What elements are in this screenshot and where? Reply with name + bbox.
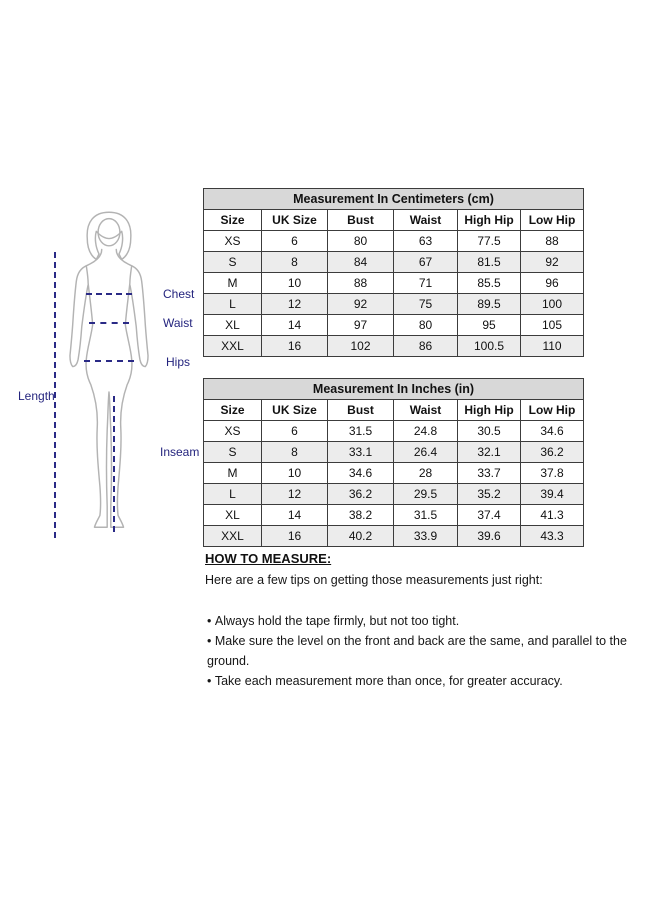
table-cell: 31.5	[394, 505, 458, 526]
column-header: Size	[204, 210, 262, 231]
table-row	[204, 231, 584, 252]
column-header: Waist	[394, 210, 458, 231]
table-cell: 33.7	[458, 463, 521, 484]
column-header: Size	[204, 400, 262, 421]
table-title: Measurement In Inches (in)	[204, 379, 584, 400]
table-title: Measurement In Centimeters (cm)	[204, 189, 584, 210]
table-cell: 110	[521, 336, 584, 357]
column-header: UK Size	[262, 400, 328, 421]
table-cell: 32.1	[458, 442, 521, 463]
table-row	[204, 273, 584, 294]
column-header: Low Hip	[521, 210, 584, 231]
table-cell: 14	[262, 505, 328, 526]
table-cell: 37.8	[521, 463, 584, 484]
figure-head	[98, 219, 120, 246]
table-cell: 71	[394, 273, 458, 294]
hips-label: Hips	[166, 355, 191, 369]
table-header-row	[204, 400, 584, 421]
table-cell: 84	[328, 252, 394, 273]
table-cell: M	[204, 273, 262, 294]
table-cell: S	[204, 442, 262, 463]
how-to-measure-heading: HOW TO MEASURE:	[205, 551, 332, 566]
table-cell: 34.6	[328, 463, 394, 484]
table-cell: 88	[328, 273, 394, 294]
table-cell: 92	[521, 252, 584, 273]
table-cell: L	[204, 484, 262, 505]
column-header: Low Hip	[521, 400, 584, 421]
figure-right-arm	[130, 266, 148, 367]
length-label: Length	[18, 389, 55, 403]
table-cell: 100	[521, 294, 584, 315]
table-cell: 80	[328, 231, 394, 252]
table-row	[204, 315, 584, 336]
table-cell: 38.2	[328, 505, 394, 526]
table-cell: 30.5	[458, 421, 521, 442]
table-cell: 89.5	[458, 294, 521, 315]
column-header: High Hip	[458, 400, 521, 421]
table-cell: XS	[204, 231, 262, 252]
table-cell: 34.6	[521, 421, 584, 442]
table-cell: 80	[394, 315, 458, 336]
table-cell: 67	[394, 252, 458, 273]
inseam-label: Inseam	[160, 445, 200, 459]
measuring-tip: • Take each measurement more than once, for greater accuracy.	[205, 671, 657, 691]
table-cell: 105	[521, 315, 584, 336]
table-cell: 35.2	[458, 484, 521, 505]
inseam-measure-line	[113, 396, 115, 532]
table-cell: L	[204, 294, 262, 315]
table-cell: 36.2	[521, 442, 584, 463]
measuring-tip: • Always hold the tape firmly, but not too tight.	[205, 611, 657, 631]
table-cell: 41.3	[521, 505, 584, 526]
table-cell: 6	[262, 231, 328, 252]
table-cell: 85.5	[458, 273, 521, 294]
table-cell: 75	[394, 294, 458, 315]
table-cell: 88	[521, 231, 584, 252]
table-cell: 36.2	[328, 484, 394, 505]
inches-size-table	[203, 378, 584, 547]
table-cell: 96	[521, 273, 584, 294]
table-cell: XXL	[204, 336, 262, 357]
column-header: UK Size	[262, 210, 328, 231]
table-cell: 28	[394, 463, 458, 484]
table-header-row	[204, 210, 584, 231]
table-cell: 92	[328, 294, 394, 315]
table-cell: XXL	[204, 526, 262, 547]
table-cell: 26.4	[394, 442, 458, 463]
table-cell: 24.8	[394, 421, 458, 442]
column-header: Bust	[328, 400, 394, 421]
table-cell: S	[204, 252, 262, 273]
table-cell: 37.4	[458, 505, 521, 526]
table-cell: 77.5	[458, 231, 521, 252]
table-cell: 86	[394, 336, 458, 357]
measuring-tip: • Make sure the level on the front and back are the same, and parallel to the ground.	[205, 631, 657, 671]
chest-measure-line	[86, 293, 132, 295]
table-cell: XL	[204, 505, 262, 526]
how-to-measure-intro: Here are a few tips on getting those measurements just right:	[205, 573, 543, 587]
table-cell: 10	[262, 273, 328, 294]
table-row	[204, 252, 584, 273]
table-cell: 16	[262, 336, 328, 357]
waist-measure-line	[89, 322, 129, 324]
table-cell: 31.5	[328, 421, 394, 442]
table-row	[204, 442, 584, 463]
table-cell: 102	[328, 336, 394, 357]
how-to-measure-section	[205, 551, 657, 691]
table-cell: 12	[262, 294, 328, 315]
column-header: Waist	[394, 400, 458, 421]
table-cell: XL	[204, 315, 262, 336]
cm-size-table	[203, 188, 584, 357]
figure-body	[86, 249, 132, 527]
table-row	[204, 463, 584, 484]
table-cell: 33.1	[328, 442, 394, 463]
table-row	[204, 484, 584, 505]
table-cell: 29.5	[394, 484, 458, 505]
table-cell: 14	[262, 315, 328, 336]
table-cell: M	[204, 463, 262, 484]
waist-label: Waist	[163, 316, 193, 330]
table-row	[204, 336, 584, 357]
table-cell: 8	[262, 252, 328, 273]
table-cell: 39.4	[521, 484, 584, 505]
table-row	[204, 421, 584, 442]
column-header: High Hip	[458, 210, 521, 231]
table-cell: XS	[204, 421, 262, 442]
table-cell: 95	[458, 315, 521, 336]
table-cell: 12	[262, 484, 328, 505]
figure-left-arm	[70, 266, 88, 367]
table-cell: 81.5	[458, 252, 521, 273]
figure-hair	[87, 212, 131, 259]
table-cell: 40.2	[328, 526, 394, 547]
column-header: Bust	[328, 210, 394, 231]
table-cell: 6	[262, 421, 328, 442]
table-cell: 16	[262, 526, 328, 547]
table-cell: 63	[394, 231, 458, 252]
table-row	[204, 505, 584, 526]
table-cell: 97	[328, 315, 394, 336]
table-row	[204, 526, 584, 547]
table-cell: 100.5	[458, 336, 521, 357]
table-cell: 43.3	[521, 526, 584, 547]
measuring-tips-list	[205, 611, 657, 691]
body-silhouette-illustration	[50, 198, 168, 546]
table-cell: 39.6	[458, 526, 521, 547]
table-cell: 33.9	[394, 526, 458, 547]
hips-measure-line	[84, 360, 134, 362]
table-cell: 10	[262, 463, 328, 484]
chest-label: Chest	[163, 287, 195, 301]
table-cell: 8	[262, 442, 328, 463]
table-row	[204, 294, 584, 315]
